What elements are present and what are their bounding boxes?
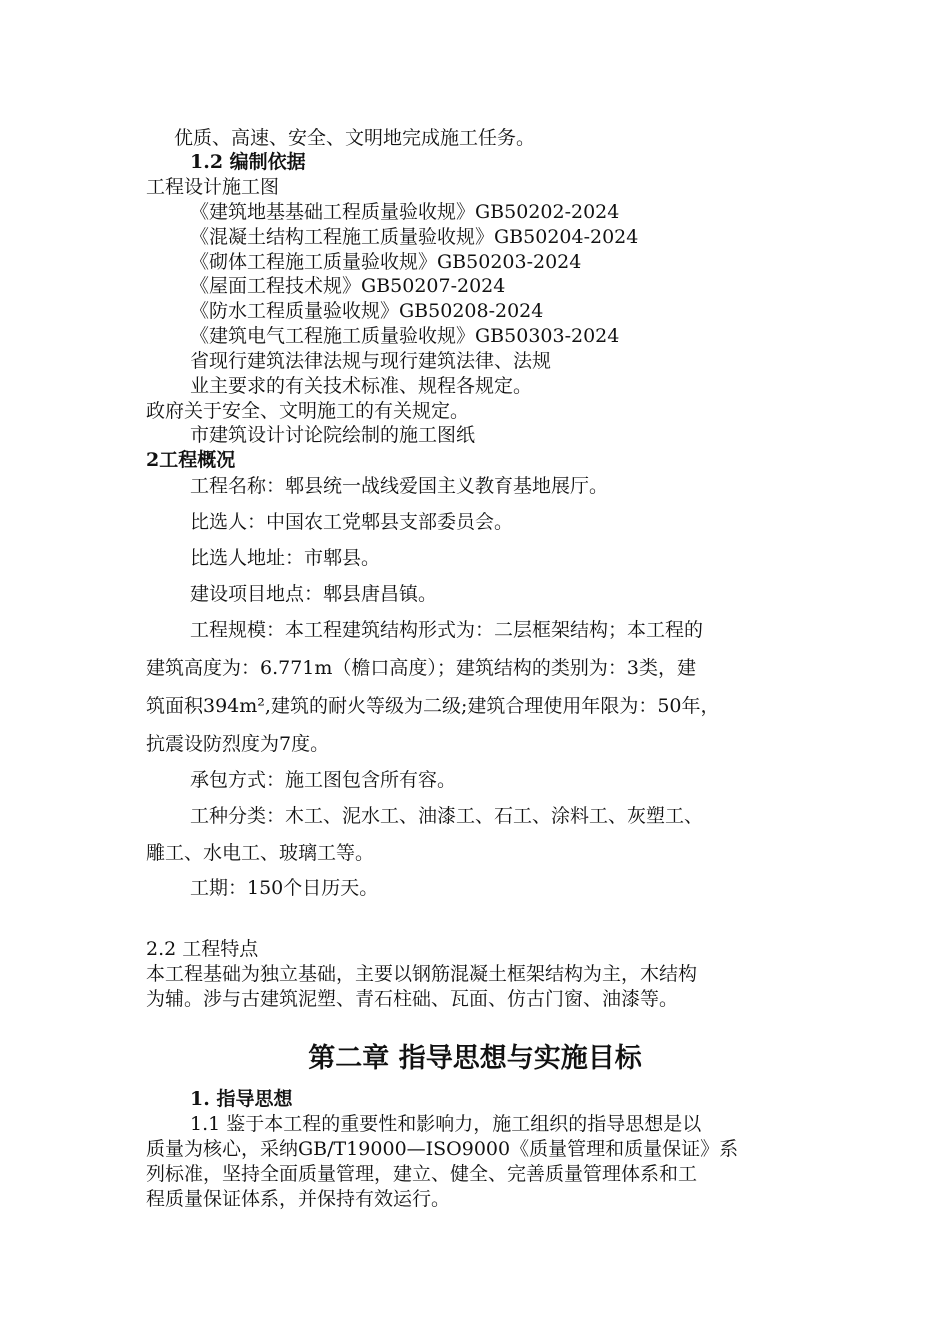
basis-line: 业主要求的有关技术标准、规程各规定。 bbox=[190, 375, 533, 397]
section-1-2-heading: 1.2 编制依据 bbox=[190, 151, 306, 173]
basis-line: 《屋面工程技术规》GB50207-2024 bbox=[190, 275, 506, 297]
guiding-line: 1.1 鉴于本工程的重要性和影响力，施工组织的指导思想是以 bbox=[190, 1113, 702, 1135]
features-line: 为辅。涉与古建筑泥塑、青石柱础、瓦面、仿古门窗、油漆等。 bbox=[146, 988, 679, 1010]
basis-line: 工程设计施工图 bbox=[146, 176, 280, 198]
contract-line: 承包方式：施工图包含所有容。 bbox=[190, 769, 457, 791]
chapter-title: 第二章 指导思想与实施目标 bbox=[308, 1043, 642, 1074]
intro-line: 优质、高速、安全、文明地完成施工任务。 bbox=[174, 127, 536, 149]
basis-line: 《建筑地基基础工程质量验收规》GB50202-2024 bbox=[190, 201, 620, 223]
section-2-2-heading: 2.2 工程特点 bbox=[146, 938, 259, 960]
features-line: 本工程基础为独立基础，主要以钢筋混凝土框架结构为主，木结构 bbox=[146, 963, 698, 985]
scale-line: 工程规模：本工程建筑结构形式为：二层框架结构；本工程的 bbox=[190, 619, 704, 641]
section-2-heading: 2工程概况 bbox=[146, 449, 236, 471]
scale-line: 抗震设防烈度为7度。 bbox=[146, 733, 330, 755]
scale-line: 筑面积394m²,建筑的耐火等级为二级;建筑合理使用年限为：50年， bbox=[146, 695, 720, 717]
guiding-line: 列标准，坚持全面质量管理，建立、健全、完善质量管理体系和工 bbox=[146, 1163, 698, 1185]
guiding-line: 程质量保证体系，并保持有效运行。 bbox=[146, 1188, 451, 1210]
trades-line: 工种分类：木工、泥水工、油漆工、石工、涂料工、灰塑工、 bbox=[190, 805, 704, 827]
guiding-ideas-heading: 1. 指导思想 bbox=[190, 1088, 293, 1110]
trades-line: 雕工、水电工、玻璃工等。 bbox=[146, 842, 375, 864]
overview-item: 比选人：中国农工党郫县支部委员会。 bbox=[190, 511, 514, 533]
basis-line: 《混凝土结构工程施工质量验收规》GB50204-2024 bbox=[190, 226, 639, 248]
basis-line: 市建筑设计讨论院绘制的施工图纸 bbox=[190, 424, 476, 446]
basis-line: 政府关于安全、文明施工的有关规定。 bbox=[146, 400, 470, 422]
basis-line: 《砌体工程施工质量验收规》GB50203-2024 bbox=[190, 251, 582, 273]
basis-line: 《建筑电气工程施工质量验收规》GB50303-2024 bbox=[190, 325, 620, 347]
overview-item: 建设项目地点：郫县唐昌镇。 bbox=[190, 583, 438, 605]
basis-line: 《防水工程质量验收规》GB50208-2024 bbox=[190, 300, 544, 322]
overview-item: 工程名称：郫县统一战线爱国主义教育基地展厅。 bbox=[190, 475, 609, 497]
scale-line: 建筑高度为：6.771m（檐口高度）；建筑结构的类别为：3类，建 bbox=[146, 657, 696, 679]
guiding-line: 质量为核心，采纳GB/T19000—ISO9000《质量管理和质量保证》系 bbox=[146, 1138, 739, 1160]
duration-line: 工期：150个日历天。 bbox=[190, 877, 379, 899]
overview-item: 比选人地址：市郫县。 bbox=[190, 547, 381, 569]
basis-line: 省现行建筑法律法规与现行建筑法律、法规 bbox=[190, 350, 552, 372]
